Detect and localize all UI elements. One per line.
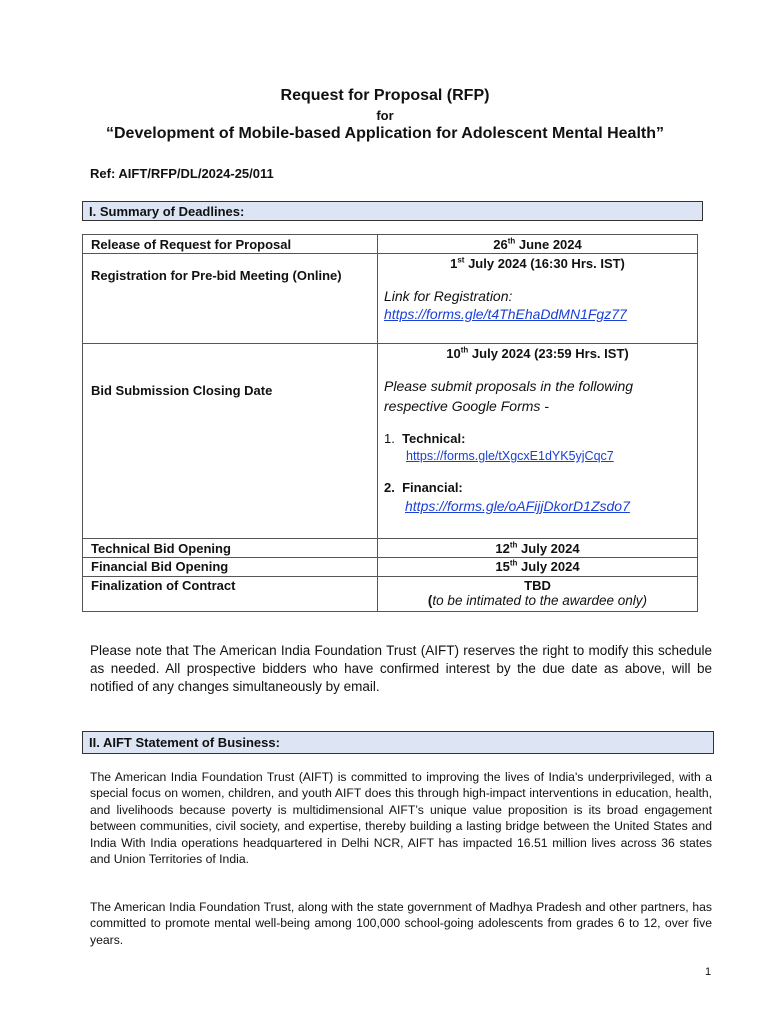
row-label: Release of Request for Proposal bbox=[83, 235, 378, 254]
row-value: 15th July 2024 bbox=[378, 558, 698, 577]
reference-number: Ref: AIFT/RFP/DL/2024-25/011 bbox=[90, 166, 274, 181]
technical-form-item: 1. Technical: https://forms.gle/tXgcxE1dYK5yjCqc7 bbox=[378, 431, 697, 463]
row-value: 12th July 2024 bbox=[378, 539, 698, 558]
row-value bbox=[378, 577, 698, 612]
submission-instruction: Please submit proposals in the following respective Google Forms - bbox=[384, 378, 634, 414]
row-value bbox=[378, 344, 698, 539]
table-row bbox=[83, 344, 698, 539]
row-label: Registration for Pre-bid Meeting (Online) bbox=[83, 254, 378, 344]
document-subtitle: “Development of Mobile-based Application for Adolescent Mental Health” bbox=[106, 125, 664, 142]
section-heading-business: II. AIFT Statement of Business: bbox=[82, 731, 714, 754]
schedule-note: Please note that The American India Foundation Trust (AIFT) reserves the right to modify this schedule as needed. All prospective bidders who have confirmed interest by the due date as above, will be notified of any changes simultaneously by email. bbox=[90, 643, 712, 694]
table-row bbox=[83, 539, 698, 558]
row-value bbox=[378, 254, 698, 344]
deadlines-table bbox=[82, 234, 698, 612]
table-row bbox=[83, 577, 698, 612]
registration-link-label: Link for Registration: bbox=[384, 288, 513, 304]
row-label: Bid Submission Closing Date bbox=[83, 344, 378, 539]
row-label: Financial Bid Opening bbox=[83, 558, 378, 577]
row-value: 26th June 2024 bbox=[378, 235, 698, 254]
registration-link[interactable]: https://forms.gle/t4ThEhaDdMN1Fgz77 bbox=[384, 306, 627, 322]
final-value: TBD bbox=[524, 578, 551, 593]
financial-form-item: 2. Financial: https://forms.gle/oAFijjDkorD1Zsdo7 bbox=[378, 480, 697, 520]
section-heading-deadlines: I. Summary of Deadlines: bbox=[82, 201, 703, 221]
table-row bbox=[83, 558, 698, 577]
table-row bbox=[83, 254, 698, 344]
row-label: Technical Bid Opening bbox=[83, 539, 378, 558]
financial-form-link[interactable]: https://forms.gle/oAFijjDkorD1Zsdo7 bbox=[405, 498, 630, 514]
page-number: 1 bbox=[705, 966, 712, 978]
title-connector: for bbox=[376, 108, 394, 123]
document-title: Request for Proposal (RFP) bbox=[280, 87, 490, 104]
final-note: (to be intimated to the awardee only) bbox=[427, 593, 648, 608]
technical-form-link[interactable]: https://forms.gle/tXgcxE1dYK5yjCqc7 bbox=[406, 449, 614, 463]
row-label: Finalization of Contract bbox=[83, 577, 378, 612]
business-paragraph: The American India Foundation Trust (AIFT) is committed to improving the lives of India's underprivileged, with a special focus on women, children, and youth AIFT does this through high-impact interventions in education, health, and livelihoods because poverty is multidimensional AIFT’s unique value proposition is its broad engagement between communities, civil society, and expertise, thereby building a lasting bridge between the United States and India With India operations headquartered in Delhi NCR, AIFT has impacted 16.51 million lives across 36 states and Union Territories of India. bbox=[90, 770, 712, 867]
prebid-date: 1st July 2024 (16:30 Hrs. IST) bbox=[450, 255, 625, 271]
table-row bbox=[83, 235, 698, 254]
business-paragraph: The American India Foundation Trust, along with the state government of Madhya Pradesh and other partners, has committed to promote mental well-being among 100,000 school-going adolescents from grades 6 to 12, over five years. bbox=[90, 900, 712, 947]
submission-date: 10th July 2024 (23:59 Hrs. IST) bbox=[446, 345, 629, 361]
